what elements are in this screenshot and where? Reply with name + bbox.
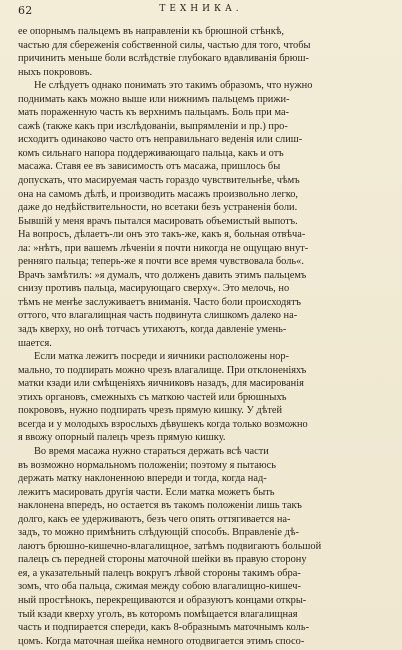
text-line: я ввожу опорный палецъ чрезъ прямую кишку. xyxy=(18,432,226,444)
text-line: шается. xyxy=(18,337,52,349)
text-line: комъ сильнаго напора поддерживающаго пальца, какъ и отъ xyxy=(18,147,284,159)
text-line: покрововъ, нужно подпирать чрезъ прямую кишку. У дѣтей xyxy=(18,405,283,417)
text-line: всегда и у молодыхъ взрослыхъ дѣвушекъ когда только возможно xyxy=(18,418,308,430)
body-text xyxy=(18,25,384,648)
text-line: въ возможно нормальномъ положеніи; поэтому я пытаюсь xyxy=(18,459,276,471)
text-line: часть и подпирается спереди, какъ 8-образнымъ маточнымъ коль- xyxy=(18,622,310,634)
text-line: мально, то подпирать можно чрезъ влагалище. При отклоненіяхъ xyxy=(18,364,307,376)
text-line: исходитъ одинаково часто отъ неправильнаго веденія или слиш- xyxy=(18,134,303,146)
text-line: допускать, что масируемая часть гораздо чувствительнѣе, чѣмъ xyxy=(18,175,300,187)
text-line: оттого, что влагалищная часть подвинута слишкомъ далеко на- xyxy=(18,310,298,322)
text-line: даже до недѣйствительности, но всетаки безъ устраненія боли. xyxy=(18,202,298,214)
page-number: 62 xyxy=(18,4,33,17)
text-line: матки кзади или смѣщеніяхъ яичниковъ назадъ, для масированія xyxy=(18,378,304,390)
text-line: Врачъ замѣтилъ: »я думалъ, что долженъ давить этимъ пальцемъ xyxy=(18,269,307,281)
text-line: наклонена впередъ, но остается въ такомъ положеніи лишь такъ xyxy=(18,500,302,512)
text-line: мать пораженную часть къ верхнимъ пальцамъ. Боль при ма- xyxy=(18,107,290,119)
text-line: причинить меньше боли вслѣдствіе глубокаго вдавливанія брюш- xyxy=(18,53,309,65)
text-line: тый кзади кверху уголъ, въ которомъ помѣщается влагалищная xyxy=(18,608,298,620)
text-line: палецъ съ передней стороны маточной шейки въ правую сторону xyxy=(18,554,307,566)
text-line: поднимать какъ можно выше или нижнимъ пальцемъ прижи- xyxy=(18,93,290,105)
text-line: этихъ органовъ, смежныхъ съ маткою частей или брюшныхъ xyxy=(18,391,287,403)
text-line: Бывшій у меня врачъ пытался масировать объемистый выпотъ. xyxy=(18,215,298,227)
text-line: зомъ, что оба пальца, сжимая между собою влагалищно-кишеч- xyxy=(18,581,301,593)
text-line: цомъ. Когда маточная шейка немного отодвигается этимъ спосо- xyxy=(18,635,305,647)
text-line: снизу противъ пальца, масирующаго сверху«. Это мелочь, но xyxy=(18,283,290,295)
text-line: масажа. Ставя ее въ зависимость отъ масажа, пришлось бы xyxy=(18,161,281,173)
text-line: лежитъ масировать другія части. Если матка можетъ быть xyxy=(18,486,275,498)
text-line: тѣмъ не менѣе заслуживаетъ вниманія. Часто боли происходятъ xyxy=(18,296,302,308)
text-line: лаютъ брюшно-кишечно-влагалищное, затѣмъ подвигаютъ большой xyxy=(18,540,322,552)
text-line: На вопросъ, дѣлаетъ-ли онъ это такъ-же, какъ я, больная отвѣча- xyxy=(18,229,306,241)
text-line: держать матку наклоненною впереди и тогда, когда над- xyxy=(18,473,267,485)
running-title: ТЕХНИКА. xyxy=(159,4,243,14)
text-line: задъ кверху, но онѣ тотчасъ утихаютъ, когда давленіе умень- xyxy=(18,324,287,336)
paragraph-first-line: Если матка лежитъ посреди и яичники расположены нор- xyxy=(34,351,289,363)
page-header xyxy=(18,4,384,20)
text-line: ла: »нѣтъ, при вашемъ лѣченіи я почти никогда не ощущаю внут- xyxy=(18,242,309,254)
text-line: частью для сбереженія собственной силы, частью для того, чтобы xyxy=(18,39,311,51)
text-line: ее опорнымъ пальцемъ въ направленіи къ брюшной стѣнкѣ, xyxy=(18,26,284,37)
paragraph-first-line: Во время масажа нужно стараться держать всѣ части xyxy=(34,445,269,457)
text-line: ренняго пальца; теперь-же я почти все время чувствовала боль«. xyxy=(18,256,304,268)
text-line: долго, какъ ее удерживаютъ, безъ чего опять оттягивается на- xyxy=(18,513,291,525)
text-line: ныхъ покрововъ. xyxy=(18,66,93,78)
text-line: ея, а указательный палецъ вокругъ лѣвой стороны такимъ обра- xyxy=(18,567,301,579)
text-line: задъ, то можно примѣнить слѣдующій способъ. Вправленіе дѣ- xyxy=(18,527,300,539)
paragraph-first-line: Не слѣдуетъ однако понимать это такимъ образомъ, что нужно xyxy=(34,80,313,92)
text-line: сажѣ (также какъ при изслѣдованіи, выпрямленіи и пр.) про- xyxy=(18,120,288,132)
text-line: она на самомъ дѣлѣ, и производить масажъ произвольно легко, xyxy=(18,188,299,200)
text-line: ный простѣнокъ, перекрещиваются и образуютъ концами откры- xyxy=(18,594,307,606)
